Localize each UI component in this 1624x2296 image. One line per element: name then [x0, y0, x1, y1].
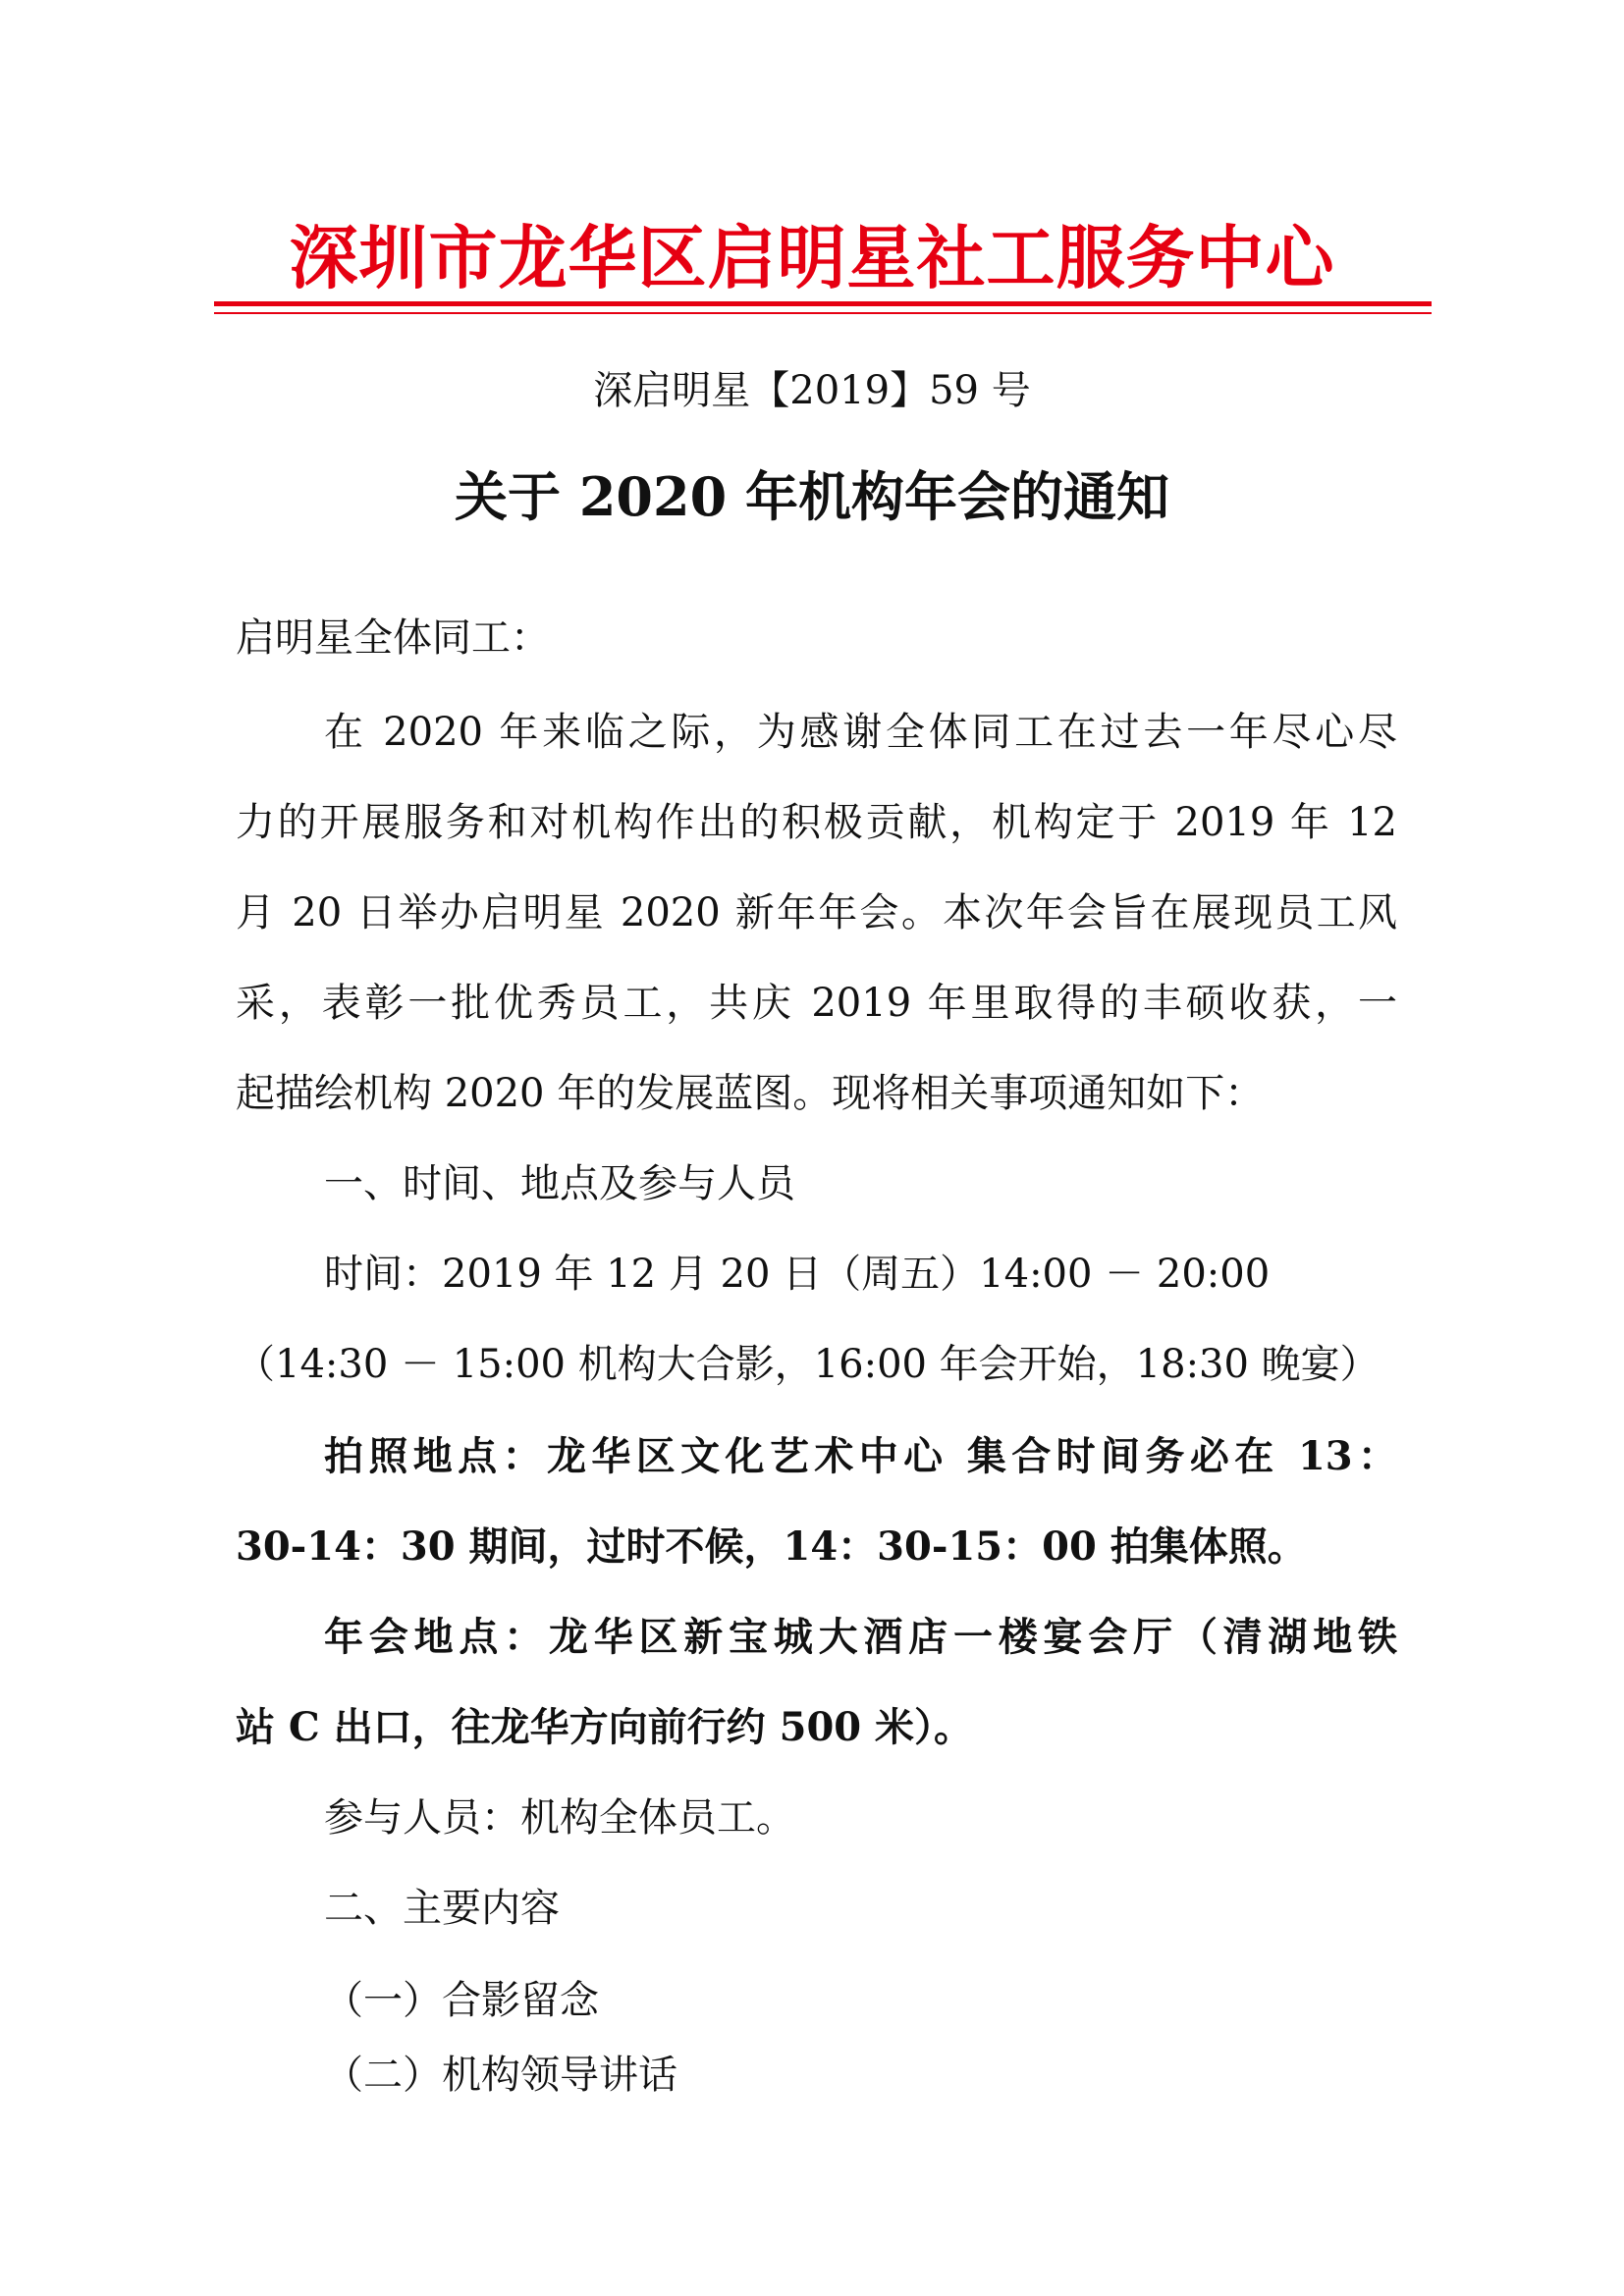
photo-place-line-1: 拍照地点：龙华区文化艺术中心 集合时间务必在 13：	[324, 1433, 1397, 1479]
header-red-rule-thin	[214, 312, 1432, 314]
venue-line-2: 站 C 出口，往龙华方向前行约 500 米）。	[236, 1704, 974, 1750]
photo-place-line-2: 30-14：30 期间，过时不候，14：30-15：00 拍集体照。	[236, 1523, 1307, 1570]
document-title: 关于 2020 年机构年会的通知	[455, 465, 1169, 528]
document-number: 深启明星【2019】59 号	[593, 368, 1031, 413]
salutation: 启明星全体同工：	[236, 615, 550, 661]
venue-line-1: 年会地点：龙华区新宝城大酒店一楼宴会厅（清湖地铁	[324, 1614, 1397, 1660]
intro-line-2: 力的开展服务和对机构作出的积极贡献，机构定于 2019 年 12	[236, 800, 1397, 845]
content-item-1: （一）合影留念	[324, 1978, 599, 2023]
intro-line-3: 月 20 日举办启明星 2020 新年年会。本次年会旨在展现员工风	[236, 890, 1397, 935]
intro-line-5: 起描绘机构 2020 年的发展蓝图。现将相关事项通知如下：	[236, 1071, 1265, 1116]
time-line: 时间：2019 年 12 月 20 日（周五）14:00 － 20:00	[324, 1252, 1271, 1297]
participants-line: 参与人员：机构全体员工。	[324, 1795, 795, 1841]
section-2-heading: 二、主要内容	[324, 1886, 560, 1931]
intro-line-1: 在 2020 年来临之际，为感谢全体同工在过去一年尽心尽	[324, 710, 1397, 755]
section-1-heading: 一、时间、地点及参与人员	[324, 1161, 795, 1206]
content-item-2: （二）机构领导讲话	[324, 2053, 677, 2098]
schedule-line: （14:30 － 15:00 机构大合影，16:00 年会开始，18:30 晚宴）	[236, 1342, 1380, 1387]
org-name-header: 深圳市龙华区启明星社工服务中心	[289, 217, 1335, 298]
header-red-rule-thick	[214, 301, 1432, 306]
intro-line-4: 采，表彰一批优秀员工，共庆 2019 年里取得的丰硕收获，一	[236, 981, 1397, 1026]
